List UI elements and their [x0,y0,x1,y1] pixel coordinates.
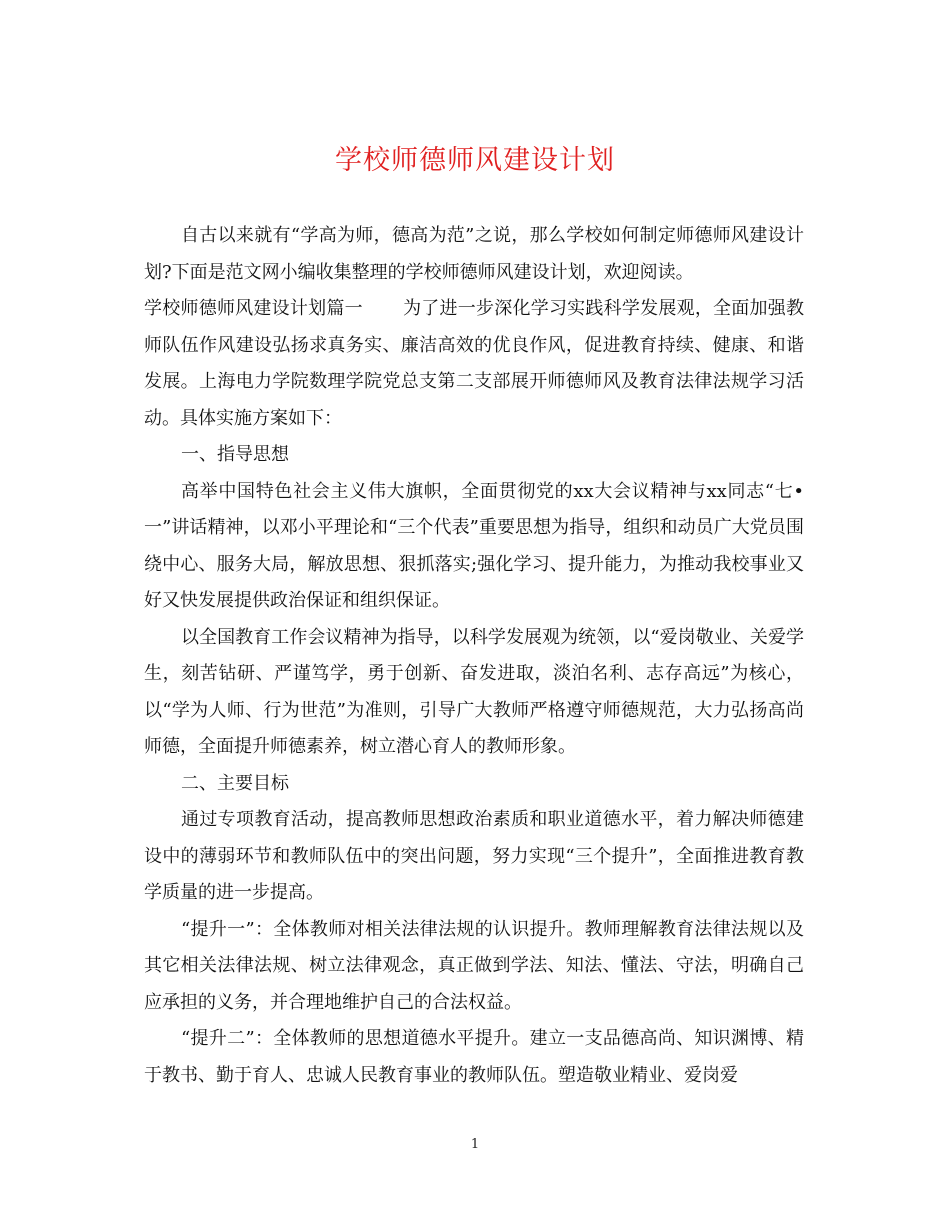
document-body [144,218,804,1094]
guiding-paragraph-1: 高举中国特色社会主义伟大旗帜，全面贯彻党的xx大会议精神与xx同志“七•一”讲话精神，以邓小平理论和“三个代表”重要思想为指导，组织和动员广大党员围绕中心、服务大局，解放思想、狠抓落实;强化学习、提升能力，为推动我校事业又好又快发展提供政治保证和组织保证。 [144,480,804,611]
part-one-text: 为了进一步深化学习实践科学发展观，全面加强教师队伍作风建设弘扬求真务实、廉洁高效的优良作风，促进教育持续、健康、和谐发展。上海电力学院数理学院党总支第二支部展开师德师风及教育法律法规学习活动。具体实施方案如下： [144,298,805,429]
document-title: 学校师德师风建设计划 [335,145,615,176]
intro-paragraph: 自古以来就有“学高为师，德高为范”之说，那么学校如何制定师德师风建设计划?下面是范文网小编收集整理的学校师德师风建设计划，欢迎阅读。 [144,225,804,283]
guiding-paragraph-2: 以全国教育工作会议精神为指导，以科学发展观为统领，以“爱岗敬业、关爱学生，刻苦钻研、严谨笃学，勇于创新、奋发进取，淡泊名利、志存高远”为核心，以“学为人师、行为世范”为准则，引导广大教师严格遵守师德规范，大力弘扬高尚师德，全面提升师德素养，树立潜心育人的教师形象。 [144,626,804,757]
section-heading-guiding: 一、指导思想 [181,444,289,465]
page-number: 1 [470,1137,480,1152]
part-one-label: 学校师德师风建设计划篇一 [144,298,363,319]
goals-paragraph-2: “提升一”：全体教师对相关法律法规的认识提升。教师理解教育法律法规以及其它相关法律法规、树立法律观念，真正做到学法、知法、懂法、守法，明确自己应承担的义务，并合理地维护自己的合法权益。 [144,918,804,1013]
goals-paragraph-1: 通过专项教育活动，提高教师思想政治素质和职业道德水平，着力解决师德建设中的薄弱环节和教师队伍中的突出问题，努力实现“三个提升”，全面推进教育教学质量的进一步提高。 [144,809,804,903]
part-one-paragraph [144,291,804,437]
section-heading-goals: 二、主要目标 [181,772,289,794]
goals-paragraph-3: “提升二”：全体教师的思想道德水平提升。建立一支品德高尚、知识渊博、精于教书、勤于育人、忠诚人民教育事业的教师队伍。塑造敬业精业、爱岗爱 [144,1028,804,1086]
